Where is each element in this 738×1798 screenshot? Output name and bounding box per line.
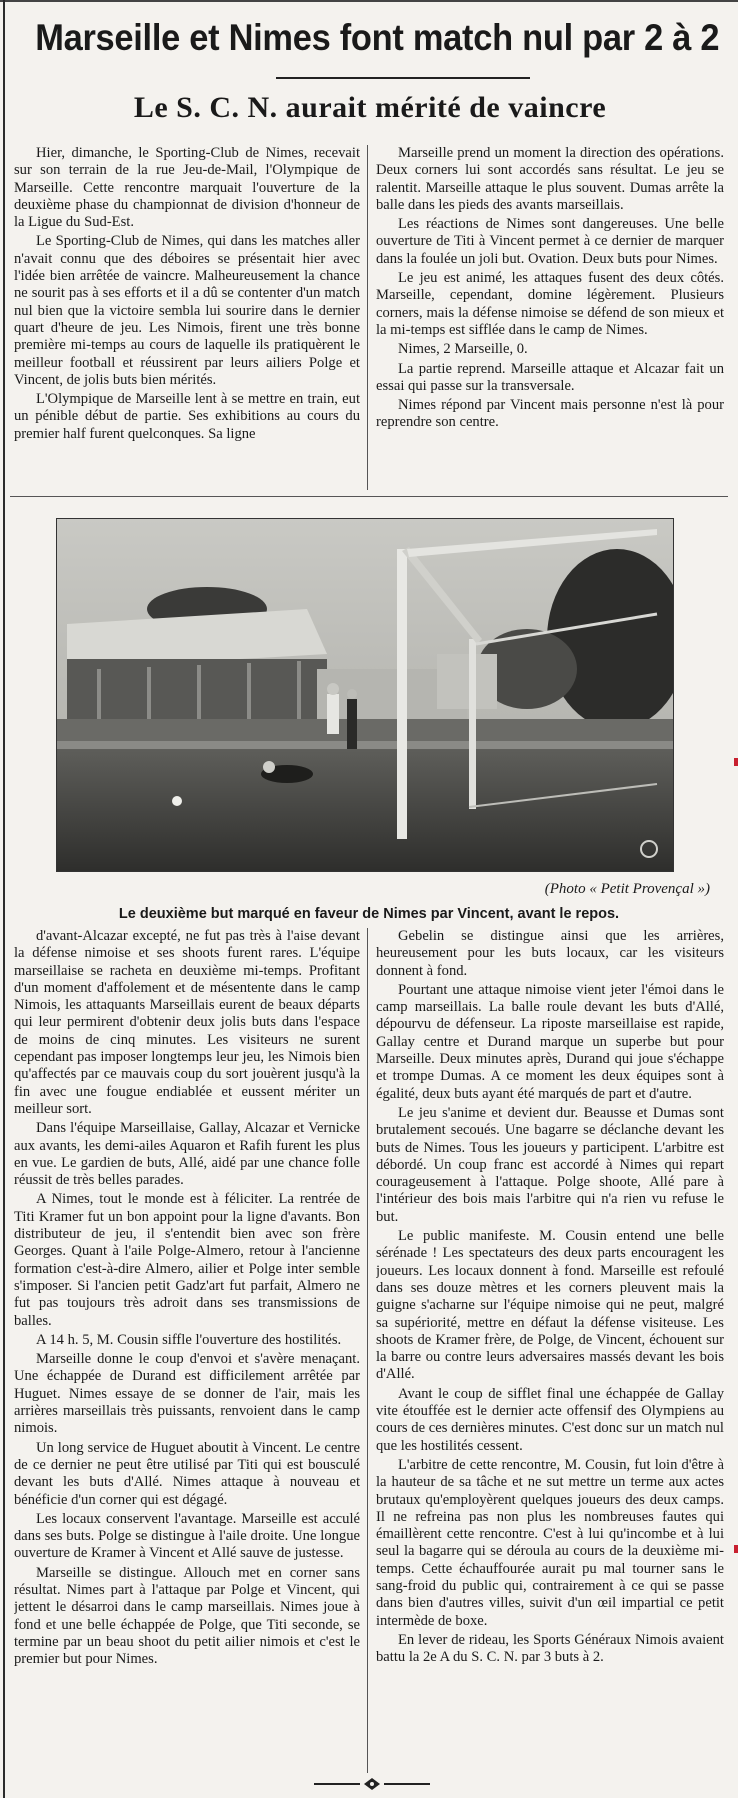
bottom-right-column [376,928,724,1773]
match-photo-illustration [57,519,673,871]
edge-mark [734,758,738,766]
photo-caption: Le deuxième but marqué en faveur de Nimes par Vincent, avant le repos. [118,906,620,922]
paragraph: Les locaux conservent l'avantage. Marseille est acculé dans ses buts. Polge se distingue à l'aile droite. Une longue ouverture de Kramer à Vincent et Allé sauve de justesse. [14,1510,360,1562]
top-border [0,0,738,2]
top-right-column [376,145,724,490]
paragraph: Nimes répond par Vincent mais personne n'est là pour reprendre son centre. [376,397,724,431]
paragraph: Les réactions de Nimes sont dangereuses. Une belle ouverture de Titi à Vincent permet à ce dernier de marquer dans la foulée un joli but. Ovation. Deux buts pour Nimes. [376,216,724,267]
paragraph: Un long service de Huguet aboutit à Vincent. Le centre de ce dernier ne peut être utilisé par Titi qui est bousculé devant les buts d'Allé. Nimes attaque à nouveau et bénéficie d'un corner qui est dégagé. [14,1439,360,1508]
headline: Marseille et Nimes font match nul par 2 à 2 [35,17,720,58]
column-divider [367,928,368,1773]
photo-credit: (Photo « Petit Provençal ») [544,881,710,897]
paragraph: Pourtant une attaque nimoise vient jeter l'émoi dans le camp marseillais. La balle roule devant les buts d'Allé, dépourvu de défenseur. La riposte marseillaise est rapide, Gallay centre et Durand marque un superbe but pour Marseille. Deux minutes après, Durand qui joue s'échappe et trompe Dumas. A ce moment les deux équipes sont à égalité, deux buts ayant été marqués de part et d'autre. [376,981,724,1102]
left-border [3,0,5,1798]
end-ornament [312,1777,432,1791]
edge-mark [734,1545,738,1553]
paragraph: Le jeu est animé, les attaques fusent des deux côtés. Marseille, cependant, domine légèrement. Plusieurs corners, mais la défense nimoise se défend de son mieux et la mi-temps est sifflée dans le camp de Nimes. [376,270,724,338]
paragraph: L'Olympique de Marseille lent à se mettre en train, eut un pénible début de partie. Ses exhibitions au cours du premier half furent quelconques. Sa ligne [14,391,360,442]
paragraph: La partie reprend. Marseille attaque et Alcazar fait un essai qui passe sur la transversale. [376,360,724,394]
paragraph: d'avant-Alcazar excepté, ne fut pas très à l'aise devant la défense nimoise et ses shoots furent rares. L'équipe marseillaise se racheta en deuxième mi-temps. Profitant d'un moment d'affolement et de mésentente dans le camp Nimois, les attaquants Marseillais eurent de beaux départs qui leur permirent d'obtenir deux jolis buts dans l'espace de moins de cinq minutes. Les visiteurs ne surent cependant pas imposer longtemps leur jeu, les Nimois bien qu'affectés par ce mauvais coup du sort jouèrent jusqu'à la fin avec une fougue endiablée et eussent mériter un meilleur sort. [14,928,360,1117]
paragraph: Avant le coup de sifflet final une échappée de Gallay vite étouffée est le dernier acte offensif des Olympiens au cours de ces dernières minutes. C'est donc sur un match nul que les hostilités cessent. [376,1385,724,1454]
section-divider [10,496,728,497]
top-left-column [14,145,360,490]
paragraph: A 14 h. 5, M. Cousin siffle l'ouverture des hostilités. [36,1331,342,1348]
column-divider [367,145,368,490]
score-line: Nimes, 2 Marseille, 0. [398,341,528,358]
paragraph: Marseille se distingue. Allouch met en corner sans résultat. Nimes part à l'attaque par Polge et Vincent, qui jettent le désarroi dans le camp marseillais. Nimes joue à fond et une belle échappée de Polge, que Titi seconde, se termine par un beau shoot du petit ailier nimois et c'est le premier but pour Nimes. [14,1564,360,1668]
paragraph: Le Sporting-Club de Nimes, qui dans les matches aller n'avait connu que des déboires se présentait hier avec l'idée bien arrêtée de vaincre. Malheureusement la chance ne sourit pas à ses efforts et il a dû se contenter d'un match nul bien que la victoire sembla lui sourire dans le dernier quart d'heure de jeu. Les Nimois, firent une très bonne première mi-temps au cours de laquelle ils pratiquèrent le meilleur football et réussirent par leurs ailiers Polge et Vincent, de jolis buts bien mérités. [14,233,360,388]
paragraph: Marseille donne le coup d'envoi et s'avère menaçant. Une échappée de Durand est difficilement arrêtée par Huguet. Nimes essaye de se donner de l'air, mais les arrières marseillais très puissants, renvoient dans le camp nimois. [14,1351,360,1437]
paragraph: Le jeu s'anime et devient dur. Beausse et Dumas sont brutalement secoués. Une bagarre se déclanche devant les buts de Nimes. Tous les joueurs y participent. L'arbitre est débordé. Un coup franc est accordé à Nimes qui repart courageusement à l'attaque. Polge shoote, Allé pare à l'intérieur des bois mais l'arbitre qui n'a rien vu refuse le but. [376,1104,724,1225]
paragraph: Dans l'équipe Marseillaise, Gallay, Alcazar et Vernicke aux avants, les demi-ailes Aquaron et Rafih furent les plus en vue. Le gardien de buts, Allé, aidé par une chance folle réussit de très belles parades. [14,1120,360,1189]
paragraph: Hier, dimanche, le Sporting-Club de Nimes, recevait sur son terrain de la rue Jeu-de-Mail, l'Olympique de Marseille. Cette rencontre marquait l'ouverture de la deuxième phase du championnat de division d'honneur de la Ligue du Sud-Est. [14,145,360,231]
paragraph: A Nimes, tout le monde est à féliciter. La rentrée de Titi Kramer fut un bon appoint pour la ligne d'avants. Bon distributeur de jeu, il s'entendit bien avec son frère Georges. Quant à l'aile Polge-Almero, retour à l'ancienne formation c'est-à-dire Almero, ailier et Polge inter semble s'imposer. Si l'ancien petit Gadz'art fut parfait, Almero ne fut pas toujours très adroit dans ses transmissions de balles. [14,1191,360,1329]
headline-rule [276,77,530,79]
paragraph: En lever de rideau, les Sports Généraux Nimois avaient battu la 2e A du S. C. N. par 3 buts à 2. [376,1631,724,1666]
paragraph: L'arbitre de cette rencontre, M. Cousin, fut loin d'être à la hauteur de sa tâche et ne sut mettre un terme aux actes brutaux qu'employèrent quelques joueurs des deux camps. Il ne refreina pas non plus les nombreuses fautes qui émaillèrent cette rencontre. C'est à lui qu'incombe et à lui seul la bagarre qui se déroula au cours de la deuxième mi-temps. Cette échauffourée aurait pu mal tourner sans le sang-froid du public qui, contrairement à ce qui se passe dans bien d'autres villes, suivit d'un œil impartial ce petit intermède de boxe. [376,1456,724,1629]
bottom-left-column [14,928,360,1773]
paragraph: Gebelin se distingue ainsi que les arrières, heureusement pour les buts locaux, car les visiteurs donnent à fond. [376,928,724,979]
subheadline: Le S. C. N. aurait mérité de vaincre [133,91,607,124]
match-photo [56,518,674,872]
paragraph: Le public manifeste. M. Cousin entend une belle sérénade ! Les spectateurs des deux parts encouragent les joueurs. Les locaux donnent à fond. Marseille est refoulé dans ses douze mètres et les corners pleuvent mais la guigne s'acharne sur l'équipe nimoise qui ne peut, malgré sa supériorité, mettre en défaut la défense visiteuse. Les shoots de Kramer frère, de Polge, de Vincent, échouent sur la barre ou contre leurs adversaires massés devant les bois d'Allé. [376,1228,724,1383]
paragraph: Marseille prend un moment la direction des opérations. Deux corners lui sont accordés sans résultat. Le jeu se ralentit. Marseille attaque le plus souvent. Dumas arrête la balle dans les pieds des avants marseillais. [376,145,724,213]
